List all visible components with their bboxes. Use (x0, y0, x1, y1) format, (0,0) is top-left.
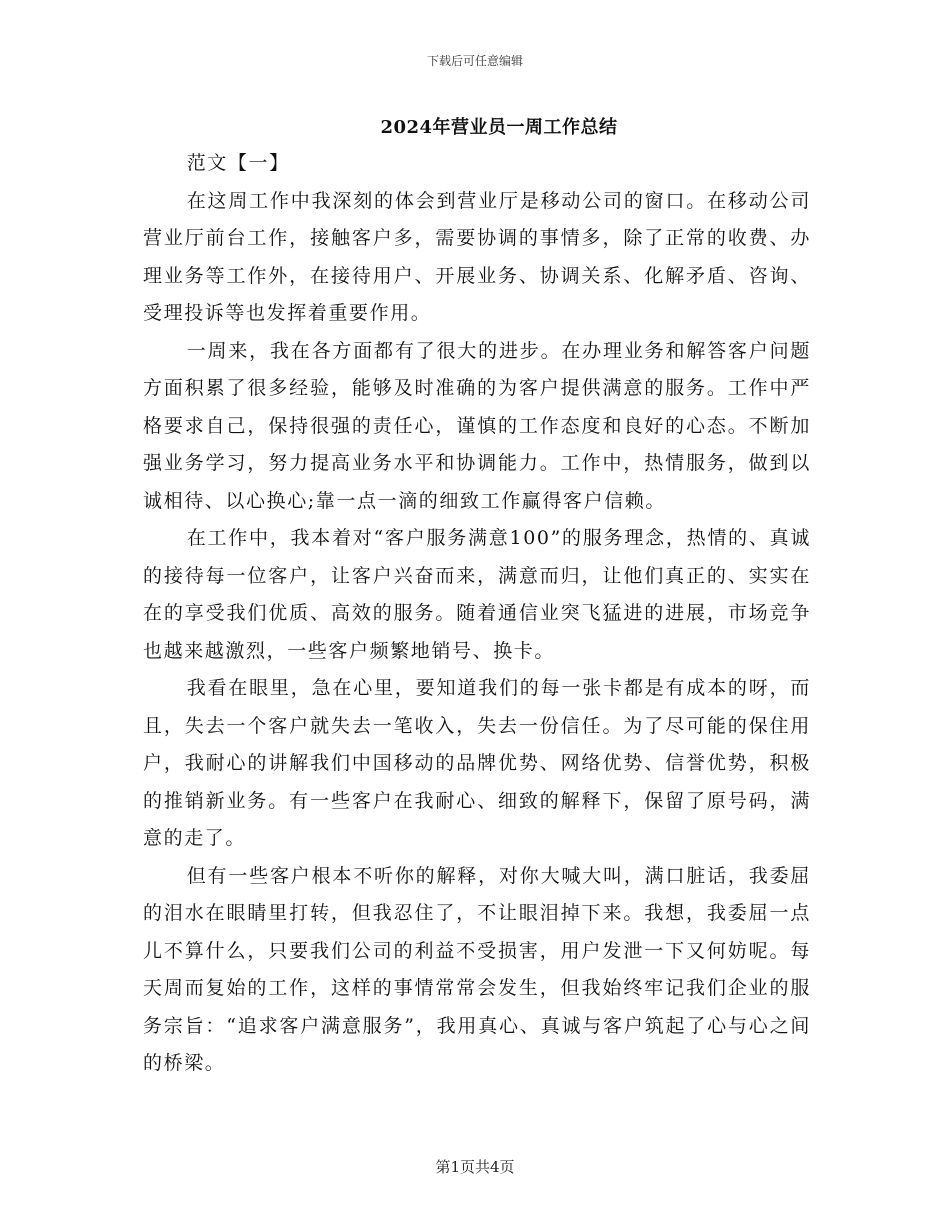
page-number: 第1页共4页 (435, 1158, 515, 1176)
paragraph-5: 但有一些客户根本不听你的解释，对你大喊大叫，满口脏话，我委屈的泪水在眼睛里打转，但我忍住了，不让眼泪掉下来。我想，我委屈一点儿不算什么，只要我们公司的利益不受损害，用户发泄一下又何妨呢。每天周而复始的工作，这样的事情常常会发生，但我始终牢记我们企业的服务宗旨：“追求客户满意服务”，我用真心、真诚与客户筑起了心与心之间的桥梁。 (143, 864, 811, 1074)
paragraph-2: 一周来，我在各方面都有了很大的进步。在办理业务和解答客户问题方面积累了很多经验，能够及时准确的为客户提供满意的服务。工作中严格要求自己，保持很强的责任心，谨慎的工作态度和良好的心态。不断加强业务学习，努力提高业务水平和协调能力。工作中，热情服务，做到以诚相待、以心换心;靠一点一滴的细致工作赢得客户信赖。 (143, 339, 811, 512)
paragraph-1: 在这周工作中我深刻的体会到营业厅是移动公司的窗口。在移动公司营业厅前台工作，接触客户多，需要协调的事情多，除了正常的收费、办理业务等工作外，在接待用户、开展业务、协调关系、化解矛盾、咨询、受理投诉等也发挥着重要作用。 (143, 189, 811, 324)
document-title: 2024年营业员一周工作总结 (380, 117, 618, 138)
section-label: 范文【一】 (186, 152, 290, 174)
paragraph-3: 在工作中，我本着对“客户服务满意100”的服务理念，热情的、真诚的接待每一位客户，让客户兴奋而来，满意而归，让他们真正的、实实在在的享受我们优质、高效的服务。随着通信业突飞猛进的进展，市场竞争也越来越激烈，一些客户频繁地销号、换卡。 (143, 527, 811, 662)
page-header-note: 下载后可任意编辑 (426, 54, 523, 68)
paragraph-4: 我看在眼里，急在心里，要知道我们的每一张卡都是有成本的呀，而且，失去一个客户就失去一笔收入，失去一份信任。为了尽可能的保住用户，我耐心的讲解我们中国移动的品牌优势、网络优势、信誉优势，积极的推销新业务。有一些客户在我耐心、细致的解释下，保留了原号码，满意的走了。 (143, 677, 811, 849)
document-body (143, 145, 811, 1083)
